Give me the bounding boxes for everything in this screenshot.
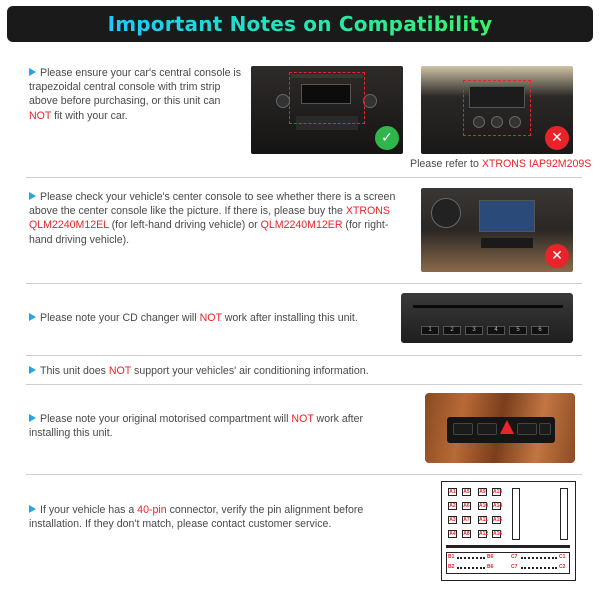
pin: A7 [463,517,470,523]
cross-icon: ✕ [545,244,569,268]
pin: A8 [463,531,470,537]
bullet-arrow-icon [29,505,36,513]
refer-text: Please refer to XTRONS IAP92M209S [410,158,592,170]
page-title: Important Notes on Compatibility [107,12,493,36]
divider [26,384,582,385]
bullet-arrow-icon [29,313,36,321]
cross-icon: ✕ [545,126,569,150]
note-trapezoidal-console: Please ensure your car's central console is trapezoidal central console with trim strip above before purchasing, or this unit can NOT fit with your car. [29,67,242,122]
cd-button: 4 [487,326,505,335]
connector-diagram [441,481,576,581]
pin: A14 [493,503,503,509]
pin: A4 [449,531,456,537]
divider [26,283,582,284]
highlight-frame [289,72,365,124]
bullet-arrow-icon [29,192,36,200]
pin: A9 [479,489,486,495]
note-motorised-compartment: Please note your original motorised compartment will NOT work after installing this unit. [29,413,364,440]
note-screen-above-console: Please check your vehicle's center console to see whether there is a screen above the center console like the picture. If there is, please buy the XTRONS QLM2240M12EL (for left-hand driving vehicle) or QLM2240M12ER (for right-hand driving vehicle). [29,191,396,246]
pin: A3 [449,517,456,523]
bottom-pin-block: B1 B6 C7 C1 B2 B6 C7 C2 [446,552,570,574]
pin: A13 [493,489,503,495]
pin: A10 [479,503,489,509]
pin: A11 [479,517,488,523]
check-icon: ✓ [375,126,399,150]
console-photo-compatible [251,66,403,154]
pin: A1 [449,489,456,495]
bullet-arrow-icon [29,366,36,374]
note-air-conditioning: This unit does NOT support your vehicles' air conditioning information. [29,364,449,378]
pin: A16 [493,531,503,537]
note-cd-changer: Please note your CD changer will NOT work after installing this unit. [29,311,399,325]
console-photo-incompatible [421,66,573,154]
console-photo-with-screen [421,188,573,272]
bullet-arrow-icon [29,414,36,422]
page-header [7,6,593,42]
divider [26,355,582,356]
pin: A12 [479,531,489,537]
motorised-compartment-photo [425,393,575,463]
pin: A6 [463,503,470,509]
hazard-icon [500,420,514,434]
cd-button: 5 [509,326,527,335]
pin: A5 [463,489,470,495]
note-40-pin-connector: If your vehicle has a 40-pin connector, verify the pin alignment before installation. If they don't match, please contact customer service. [29,504,364,531]
pin: A2 [449,503,456,509]
cd-button: 1 [421,326,439,335]
cd-button: 3 [465,326,483,335]
divider [26,474,582,475]
divider [26,177,582,178]
cd-button: 6 [531,326,549,335]
highlight-frame [463,80,531,136]
cd-button: 2 [443,326,461,335]
cd-changer-photo [401,293,573,343]
pin: A15 [493,517,503,523]
bullet-arrow-icon [29,68,36,76]
